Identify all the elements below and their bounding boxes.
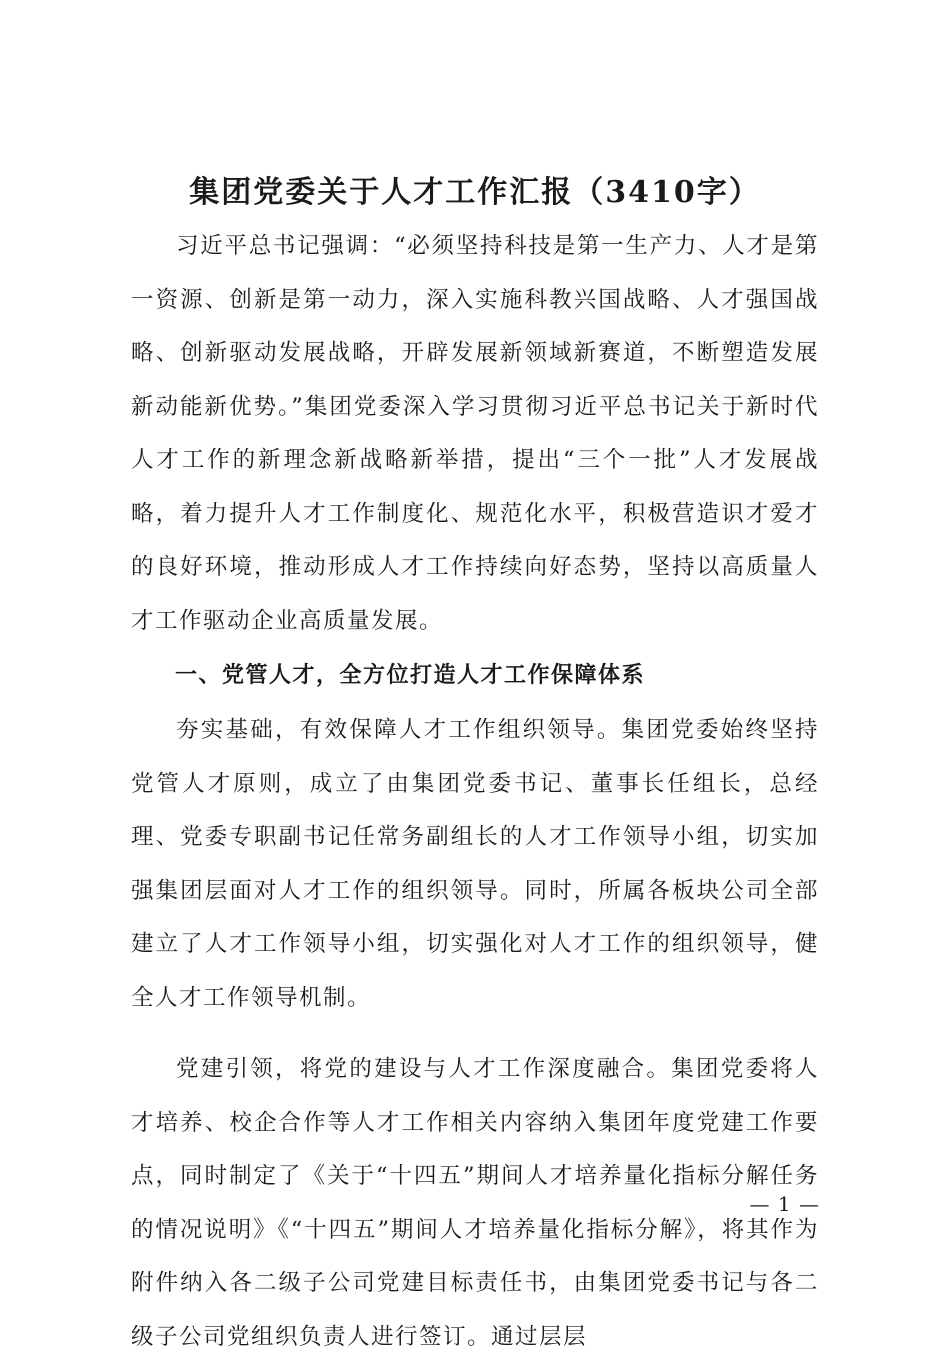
intro-paragraph: 习近平总书记强调：“必须坚持科技是第一生产力、人才是第一资源、创新是第一动力，深入实施科教兴国战略、人才强国战略、创新驱动发展战略，开辟发展新领域新赛道，不断塑造发展新动能新优势。”集团党委深入学习贯彻习近平总书记关于新时代人才工作的新理念新战略新举措，提出“三个一批”人才发展战略，着力提升人才工作制度化、规范化水平，积极营造识才爱才的良好环境，推动形成人才工作持续向好态势，坚持以高质量人才工作驱动企业高质量发展。: [131, 233, 819, 634]
section-heading: 一、党管人才，全方位打造人才工作保障体系: [175, 663, 646, 688]
document-title: 集团党委关于人才工作汇报（3410字）: [189, 175, 761, 210]
body-paragraph: 党建引领，将党的建设与人才工作深度融合。集团党委将人才培养、校企合作等人才工作相关内容纳入集团年度党建工作要点，同时制定了《关于“十四五”期间人才培养量化指标分解任务的情况说明》《“十四五”期间人才培养量化指标分解》，将其作为附件纳入各二级子公司党建目标责任书，由集团党委书记与各二级子公司党组织负责人进行签订。通过层层: [131, 1056, 819, 1350]
page-number: — 1 —: [749, 1192, 820, 1216]
document-page: [131, 166, 819, 1364]
body-paragraph: 夯实基础，有效保障人才工作组织领导。集团党委始终坚持党管人才原则，成立了由集团党委书记、董事长任组长，总经理、党委专职副书记任常务副组长的人才工作领导小组，切实加强集团层面对人才工作的组织领导。同时，所属各板块公司全部建立了人才工作领导小组，切实强化对人才工作的组织领导，健全人才工作领导机制。: [131, 717, 819, 1011]
